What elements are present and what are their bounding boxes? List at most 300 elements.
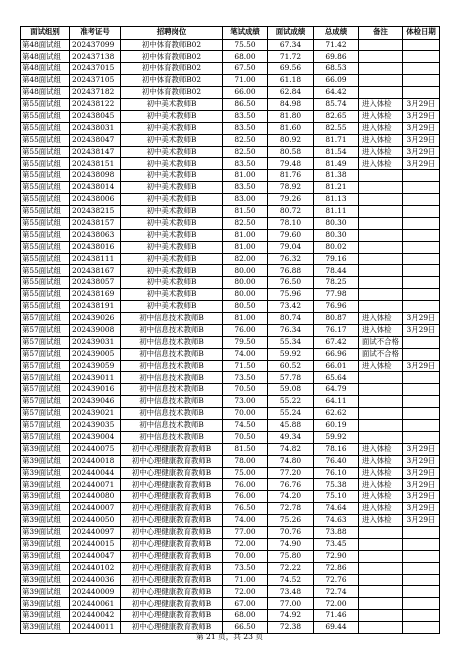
table-row (21, 586, 440, 598)
table-row (21, 289, 440, 301)
table-row (21, 550, 440, 562)
cell-position: 初中美术教师B (121, 241, 223, 253)
cell-remarks: 进入体检 (359, 503, 403, 515)
cell-position: 初中体育教师B02 (121, 75, 223, 87)
cell-exam-date (403, 550, 440, 562)
table-row (21, 372, 440, 384)
cell-remarks (359, 420, 403, 432)
table-row (21, 134, 440, 146)
cell-total-score: 78.16 (314, 443, 359, 455)
cell-written-score: 68.00 (223, 51, 268, 63)
cell-exam-date: 3月29日 (403, 479, 440, 491)
cell-remarks (359, 372, 403, 384)
cell-group: 第57面试组 (21, 360, 70, 372)
cell-interview-score: 77.20 (268, 467, 314, 479)
cell-exam-date: 3月29日 (403, 467, 440, 479)
cell-written-score: 74.00 (223, 515, 268, 527)
cell-remarks: 进入体检 (359, 122, 403, 134)
cell-remarks (359, 562, 403, 574)
cell-exam-date (403, 289, 440, 301)
cell-exam-date (403, 182, 440, 194)
cell-exam-date: 3月29日 (403, 134, 440, 146)
cell-exam-date (403, 574, 440, 586)
cell-exam-date: 3月29日 (403, 503, 440, 515)
cell-group: 第55面试组 (21, 146, 70, 158)
cell-written-score: 83.50 (223, 182, 268, 194)
cell-written-score: 72.00 (223, 586, 268, 598)
cell-interview-score: 74.20 (268, 491, 314, 503)
cell-position: 初中美术教师B (121, 217, 223, 229)
table-row (21, 170, 440, 182)
cell-group: 第39面试组 (21, 479, 70, 491)
table-row (21, 146, 440, 158)
cell-total-score: 81.54 (314, 146, 359, 158)
cell-position: 初中心理健康教育教师B (121, 550, 223, 562)
cell-interview-score: 79.04 (268, 241, 314, 253)
results-table (20, 26, 440, 634)
cell-position: 初中信息技术教师B (121, 384, 223, 396)
cell-written-score: 76.00 (223, 324, 268, 336)
table-row (21, 515, 440, 527)
cell-ticket-number: 202437015 (70, 63, 121, 75)
cell-interview-score: 79.60 (268, 229, 314, 241)
cell-position: 初中心理健康教育教师B (121, 610, 223, 622)
cell-position: 初中体育教师B02 (121, 39, 223, 51)
cell-total-score: 72.90 (314, 550, 359, 562)
cell-exam-date (403, 586, 440, 598)
cell-position: 初中信息技术教师B (121, 348, 223, 360)
table-row (21, 110, 440, 122)
cell-remarks (359, 574, 403, 586)
table-row (21, 443, 440, 455)
cell-remarks: 进入体检 (359, 443, 403, 455)
cell-written-score: 72.00 (223, 538, 268, 550)
cell-total-score: 81.38 (314, 170, 359, 182)
cell-group: 第55面试组 (21, 182, 70, 194)
cell-exam-date (403, 229, 440, 241)
cell-written-score: 71.50 (223, 360, 268, 372)
cell-ticket-number: 202440042 (70, 610, 121, 622)
cell-written-score: 66.50 (223, 622, 268, 634)
cell-position: 初中体育教师B02 (121, 51, 223, 63)
cell-group: 第57面试组 (21, 408, 70, 420)
cell-total-score: 76.96 (314, 301, 359, 313)
cell-group: 第39面试组 (21, 538, 70, 550)
cell-position: 初中心理健康教育教师B (121, 622, 223, 634)
cell-remarks (359, 75, 403, 87)
cell-ticket-number: 202438191 (70, 301, 121, 313)
cell-written-score: 82.00 (223, 253, 268, 265)
table-row (21, 467, 440, 479)
cell-remarks (359, 277, 403, 289)
cell-total-score: 76.10 (314, 467, 359, 479)
cell-written-score: 74.50 (223, 420, 268, 432)
table-row (21, 431, 440, 443)
cell-remarks: 进入体检 (359, 110, 403, 122)
cell-total-score: 85.74 (314, 98, 359, 110)
table-row (21, 574, 440, 586)
cell-ticket-number: 202440097 (70, 527, 121, 539)
cell-position: 初中信息技术教师B (121, 408, 223, 420)
cell-position: 初中体育教师B02 (121, 87, 223, 99)
cell-total-score: 72.74 (314, 586, 359, 598)
table-row (21, 408, 440, 420)
cell-ticket-number: 202438014 (70, 182, 121, 194)
cell-interview-score: 79.26 (268, 194, 314, 206)
cell-remarks (359, 253, 403, 265)
table-row (21, 360, 440, 372)
cell-written-score: 73.50 (223, 372, 268, 384)
cell-position: 初中心理健康教育教师B (121, 538, 223, 550)
cell-total-score: 71.46 (314, 610, 359, 622)
table-row (21, 396, 440, 408)
cell-interview-score: 80.58 (268, 146, 314, 158)
cell-remarks: 进入体检 (359, 360, 403, 372)
cell-remarks: 面试不合格 (359, 336, 403, 348)
cell-remarks (359, 538, 403, 550)
cell-position: 初中心理健康教育教师B (121, 562, 223, 574)
cell-interview-score: 79.48 (268, 158, 314, 170)
cell-total-score: 74.63 (314, 515, 359, 527)
cell-remarks (359, 431, 403, 443)
cell-position: 初中心理健康教育教师B (121, 515, 223, 527)
cell-written-score: 81.00 (223, 229, 268, 241)
cell-interview-score: 59.08 (268, 384, 314, 396)
cell-total-score: 67.42 (314, 336, 359, 348)
cell-written-score: 86.50 (223, 98, 268, 110)
header-ticket-number: 准考证号 (70, 27, 121, 40)
cell-exam-date (403, 562, 440, 574)
cell-ticket-number: 202440009 (70, 586, 121, 598)
cell-position: 初中心理健康教育教师B (121, 443, 223, 455)
cell-group: 第39面试组 (21, 550, 70, 562)
table-row (21, 241, 440, 253)
cell-group: 第39面试组 (21, 503, 70, 515)
table-row (21, 253, 440, 265)
cell-interview-score: 75.96 (268, 289, 314, 301)
cell-group: 第57面试组 (21, 396, 70, 408)
table-row (21, 538, 440, 550)
cell-remarks: 面试不合格 (359, 348, 403, 360)
cell-ticket-number: 202440036 (70, 574, 121, 586)
cell-position: 初中信息技术教师B (121, 312, 223, 324)
cell-ticket-number: 202438169 (70, 289, 121, 301)
cell-interview-score: 76.88 (268, 265, 314, 277)
cell-total-score: 80.02 (314, 241, 359, 253)
cell-group: 第48面试组 (21, 63, 70, 75)
cell-written-score: 74.00 (223, 348, 268, 360)
cell-position: 初中信息技术教师B (121, 336, 223, 348)
cell-position: 初中信息技术教师B (121, 431, 223, 443)
cell-ticket-number: 202439004 (70, 431, 121, 443)
cell-written-score: 75.00 (223, 467, 268, 479)
cell-ticket-number: 202438215 (70, 205, 121, 217)
cell-remarks: 进入体检 (359, 479, 403, 491)
cell-ticket-number: 202439026 (70, 312, 121, 324)
cell-written-score: 66.00 (223, 87, 268, 99)
cell-group: 第48面试组 (21, 75, 70, 87)
cell-total-score: 69.44 (314, 622, 359, 634)
cell-exam-date (403, 301, 440, 313)
cell-position: 初中心理健康教育教师B (121, 503, 223, 515)
cell-group: 第57面试组 (21, 336, 70, 348)
cell-exam-date: 3月29日 (403, 443, 440, 455)
cell-remarks: 进入体检 (359, 455, 403, 467)
cell-remarks: 进入体检 (359, 98, 403, 110)
cell-total-score: 69.86 (314, 51, 359, 63)
table-row (21, 229, 440, 241)
cell-written-score: 82.50 (223, 134, 268, 146)
cell-group: 第57面试组 (21, 348, 70, 360)
cell-group: 第55面试组 (21, 194, 70, 206)
cell-remarks (359, 396, 403, 408)
cell-interview-score: 55.22 (268, 396, 314, 408)
cell-written-score: 80.50 (223, 301, 268, 313)
cell-group: 第57面试组 (21, 372, 70, 384)
cell-exam-date: 3月29日 (403, 146, 440, 158)
cell-written-score: 71.00 (223, 574, 268, 586)
cell-exam-date: 3月29日 (403, 312, 440, 324)
cell-remarks: 进入体检 (359, 312, 403, 324)
cell-total-score: 72.76 (314, 574, 359, 586)
cell-ticket-number: 202438031 (70, 122, 121, 134)
cell-position: 初中美术教师B (121, 301, 223, 313)
cell-position: 初中信息技术教师B (121, 420, 223, 432)
cell-ticket-number: 202440075 (70, 443, 121, 455)
cell-ticket-number: 202438122 (70, 98, 121, 110)
cell-interview-score: 80.74 (268, 312, 314, 324)
table-row (21, 182, 440, 194)
cell-interview-score: 81.76 (268, 170, 314, 182)
cell-ticket-number: 202438047 (70, 134, 121, 146)
cell-written-score: 81.50 (223, 205, 268, 217)
cell-position: 初中美术教师B (121, 98, 223, 110)
cell-written-score: 80.00 (223, 289, 268, 301)
cell-remarks (359, 598, 403, 610)
cell-total-score: 81.49 (314, 158, 359, 170)
cell-interview-score: 49.34 (268, 431, 314, 443)
cell-remarks: 进入体检 (359, 467, 403, 479)
cell-total-score: 81.71 (314, 134, 359, 146)
cell-ticket-number: 202438016 (70, 241, 121, 253)
cell-position: 初中美术教师B (121, 134, 223, 146)
table-row (21, 491, 440, 503)
cell-written-score: 83.50 (223, 158, 268, 170)
cell-interview-score: 61.18 (268, 75, 314, 87)
table-row (21, 75, 440, 87)
cell-total-score: 64.79 (314, 384, 359, 396)
cell-position: 初中心理健康教育教师B (121, 527, 223, 539)
table-row (21, 158, 440, 170)
table-row (21, 312, 440, 324)
cell-group: 第39面试组 (21, 622, 70, 634)
cell-written-score: 80.00 (223, 265, 268, 277)
cell-ticket-number: 202438057 (70, 277, 121, 289)
cell-total-score: 74.64 (314, 503, 359, 515)
cell-written-score: 81.00 (223, 241, 268, 253)
cell-interview-score: 74.82 (268, 443, 314, 455)
cell-total-score: 75.38 (314, 479, 359, 491)
cell-written-score: 77.00 (223, 527, 268, 539)
cell-position: 初中美术教师B (121, 110, 223, 122)
cell-ticket-number: 202438147 (70, 146, 121, 158)
cell-exam-date (403, 205, 440, 217)
cell-remarks (359, 550, 403, 562)
cell-total-score: 66.09 (314, 75, 359, 87)
cell-interview-score: 57.78 (268, 372, 314, 384)
results-table-container (20, 26, 439, 634)
table-row (21, 205, 440, 217)
cell-group: 第55面试组 (21, 217, 70, 229)
cell-total-score: 77.98 (314, 289, 359, 301)
table-body (21, 39, 440, 634)
cell-remarks (359, 229, 403, 241)
cell-total-score: 82.55 (314, 122, 359, 134)
cell-written-score: 67.00 (223, 598, 268, 610)
cell-ticket-number: 202438167 (70, 265, 121, 277)
cell-ticket-number: 202438151 (70, 158, 121, 170)
cell-group: 第55面试组 (21, 253, 70, 265)
cell-exam-date (403, 87, 440, 99)
cell-exam-date: 3月29日 (403, 455, 440, 467)
cell-ticket-number: 202439005 (70, 348, 121, 360)
cell-interview-score: 78.92 (268, 182, 314, 194)
cell-interview-score: 62.84 (268, 87, 314, 99)
cell-group: 第57面试组 (21, 384, 70, 396)
cell-interview-score: 77.00 (268, 598, 314, 610)
cell-written-score: 70.50 (223, 384, 268, 396)
cell-remarks (359, 87, 403, 99)
cell-position: 初中信息技术教师B (121, 324, 223, 336)
cell-exam-date (403, 396, 440, 408)
cell-exam-date (403, 420, 440, 432)
cell-group: 第39面试组 (21, 443, 70, 455)
cell-remarks (359, 182, 403, 194)
cell-ticket-number: 202440071 (70, 479, 121, 491)
cell-exam-date (403, 610, 440, 622)
cell-interview-score: 80.72 (268, 205, 314, 217)
cell-exam-date: 3月29日 (403, 360, 440, 372)
cell-written-score: 83.50 (223, 110, 268, 122)
table-row (21, 265, 440, 277)
cell-exam-date (403, 348, 440, 360)
header-group: 面试组别 (21, 27, 70, 40)
cell-remarks (359, 51, 403, 63)
cell-written-score: 71.00 (223, 75, 268, 87)
cell-remarks (359, 241, 403, 253)
cell-exam-date (403, 527, 440, 539)
cell-written-score: 78.00 (223, 455, 268, 467)
cell-position: 初中美术教师B (121, 194, 223, 206)
table-row (21, 336, 440, 348)
cell-total-score: 82.65 (314, 110, 359, 122)
cell-written-score: 76.00 (223, 479, 268, 491)
table-row (21, 420, 440, 432)
cell-remarks (359, 408, 403, 420)
cell-interview-score: 45.88 (268, 420, 314, 432)
cell-exam-date (403, 431, 440, 443)
cell-ticket-number: 202438045 (70, 110, 121, 122)
table-row (21, 122, 440, 134)
table-row (21, 63, 440, 75)
cell-written-score: 68.00 (223, 610, 268, 622)
cell-position: 初中体育教师B02 (121, 63, 223, 75)
cell-exam-date: 3月29日 (403, 122, 440, 134)
cell-position: 初中美术教师B (121, 229, 223, 241)
cell-exam-date (403, 265, 440, 277)
cell-position: 初中美术教师B (121, 277, 223, 289)
cell-written-score: 79.50 (223, 336, 268, 348)
cell-group: 第39面试组 (21, 515, 70, 527)
cell-position: 初中心理健康教育教师B (121, 586, 223, 598)
cell-interview-score: 78.10 (268, 217, 314, 229)
cell-total-score: 73.88 (314, 527, 359, 539)
cell-position: 初中美术教师B (121, 289, 223, 301)
cell-ticket-number: 202437099 (70, 39, 121, 51)
cell-ticket-number: 202440044 (70, 467, 121, 479)
cell-interview-score: 75.26 (268, 515, 314, 527)
cell-remarks (359, 527, 403, 539)
header-exam-date: 体检日期 (403, 27, 440, 40)
cell-interview-score: 69.56 (268, 63, 314, 75)
cell-exam-date (403, 241, 440, 253)
cell-position: 初中美术教师B (121, 205, 223, 217)
cell-remarks: 进入体检 (359, 146, 403, 158)
cell-ticket-number: 202439035 (70, 420, 121, 432)
table-row (21, 527, 440, 539)
cell-total-score: 81.13 (314, 194, 359, 206)
table-row (21, 479, 440, 491)
cell-ticket-number: 202439021 (70, 408, 121, 420)
cell-remarks (359, 265, 403, 277)
cell-ticket-number: 202438098 (70, 170, 121, 182)
cell-position: 初中美术教师B (121, 253, 223, 265)
cell-interview-score: 74.90 (268, 538, 314, 550)
cell-written-score: 83.00 (223, 194, 268, 206)
cell-exam-date (403, 277, 440, 289)
cell-group: 第39面试组 (21, 527, 70, 539)
cell-total-score: 66.96 (314, 348, 359, 360)
cell-total-score: 79.16 (314, 253, 359, 265)
cell-written-score: 83.50 (223, 122, 268, 134)
cell-interview-score: 74.80 (268, 455, 314, 467)
table-row (21, 98, 440, 110)
cell-written-score: 76.00 (223, 491, 268, 503)
cell-position: 初中美术教师B (121, 158, 223, 170)
cell-group: 第39面试组 (21, 598, 70, 610)
cell-exam-date (403, 538, 440, 550)
header-remarks: 备注 (359, 27, 403, 40)
cell-total-score: 72.86 (314, 562, 359, 574)
cell-remarks (359, 384, 403, 396)
cell-exam-date (403, 75, 440, 87)
cell-remarks (359, 39, 403, 51)
cell-total-score: 68.53 (314, 63, 359, 75)
cell-ticket-number: 202440018 (70, 455, 121, 467)
header-position: 招聘岗位 (121, 27, 223, 40)
cell-written-score: 73.00 (223, 396, 268, 408)
cell-remarks (359, 194, 403, 206)
cell-total-score: 60.19 (314, 420, 359, 432)
cell-ticket-number: 202440007 (70, 503, 121, 515)
cell-group: 第57面试组 (21, 431, 70, 443)
cell-total-score: 76.40 (314, 455, 359, 467)
cell-exam-date (403, 598, 440, 610)
cell-written-score: 81.00 (223, 170, 268, 182)
cell-exam-date: 3月29日 (403, 324, 440, 336)
cell-total-score: 62.62 (314, 408, 359, 420)
table-row (21, 217, 440, 229)
